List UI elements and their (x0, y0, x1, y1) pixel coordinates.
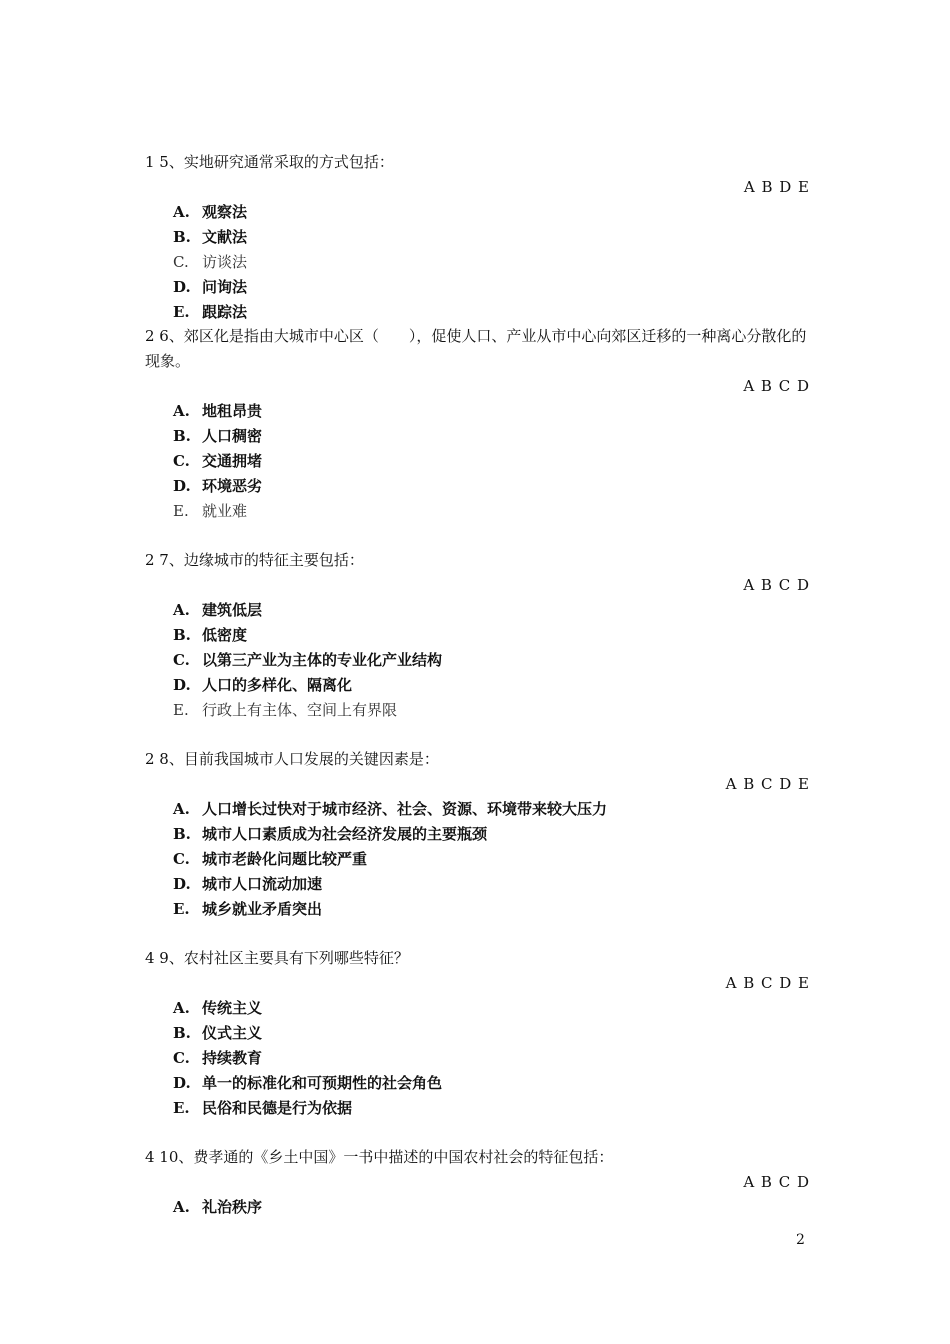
answer-key: A B D E (743, 178, 810, 196)
question-10 (145, 1145, 810, 1220)
option-letter: C. (173, 1049, 190, 1067)
option-text: 环境恶劣 (202, 477, 263, 495)
option-text: 人口稠密 (202, 427, 263, 445)
question-text: 1 5、实地研究通常采取的方式包括： (145, 153, 394, 171)
option-letter: B. (173, 228, 191, 246)
option-e (145, 1096, 810, 1121)
question-9 (145, 946, 810, 1121)
option-text: 城乡就业矛盾突出 (202, 900, 323, 918)
option-e (145, 698, 810, 723)
option-c (145, 847, 810, 872)
option-e (145, 897, 810, 922)
option-letter: C. (173, 850, 190, 868)
option-letter: E. (173, 1099, 190, 1117)
option-text: 单一的标准化和可预期性的社会角色 (202, 1074, 443, 1092)
option-b (145, 424, 810, 449)
option-letter: E. (173, 900, 190, 918)
option-letter: A. (173, 999, 190, 1017)
option-text: 人口的多样化、隔离化 (202, 676, 353, 694)
option-text: 行政上有主体、空间上有界限 (202, 701, 398, 719)
option-letter: C. (173, 452, 190, 470)
option-text: 礼治秩序 (202, 1198, 263, 1216)
option-text: 观察法 (202, 203, 248, 221)
option-text: 传统主义 (202, 999, 263, 1017)
option-text: 问询法 (202, 278, 248, 296)
option-text: 城市人口流动加速 (202, 875, 323, 893)
question-7 (145, 548, 810, 723)
question-text: 4 9、农村社区主要具有下列哪些特征？ (145, 949, 409, 967)
question-text: 4 10、费孝通的《乡土中国》一书中描述的中国农村社会的特征包括： (145, 1148, 614, 1166)
option-text: 访谈法 (202, 253, 248, 271)
option-letter: B. (173, 427, 191, 445)
option-letter: D. (173, 278, 191, 296)
answer-key: A B C D (743, 576, 810, 594)
option-e (145, 300, 810, 325)
option-text: 文献法 (202, 228, 248, 246)
option-c (145, 449, 810, 474)
option-a (145, 996, 810, 1021)
option-text: 建筑低层 (202, 601, 263, 619)
option-letter: D. (173, 676, 191, 694)
answer-key: A B C D E (725, 974, 810, 992)
option-b (145, 1021, 810, 1046)
option-letter: B. (173, 825, 191, 843)
option-letter: E. (173, 701, 189, 719)
option-letter: E. (173, 303, 190, 321)
option-text: 民俗和民德是行为依据 (202, 1099, 353, 1117)
question-8 (145, 747, 810, 922)
page-number: 2 (796, 1232, 805, 1248)
option-d (145, 275, 810, 300)
option-letter: D. (173, 875, 191, 893)
option-c (145, 250, 810, 275)
option-a (145, 797, 810, 822)
question-text: 2 6、郊区化是指由大城市中心区（ ），促使人口、产业从市中心向郊区迁移的一种离心分散化的现象。 (145, 327, 807, 370)
option-letter: C. (173, 651, 190, 669)
option-letter: C. (173, 253, 189, 271)
answer-key: A B C D (743, 377, 810, 395)
option-letter: E. (173, 502, 189, 520)
option-text: 仪式主义 (202, 1024, 263, 1042)
option-c (145, 648, 810, 673)
option-c (145, 1046, 810, 1071)
option-letter: D. (173, 1074, 191, 1092)
option-text: 地租昂贵 (202, 402, 263, 420)
option-letter: D. (173, 477, 191, 495)
option-a (145, 598, 810, 623)
option-d (145, 872, 810, 897)
option-letter: A. (173, 1198, 190, 1216)
option-d (145, 673, 810, 698)
option-text: 就业难 (202, 502, 248, 520)
option-letter: A. (173, 402, 190, 420)
option-d (145, 474, 810, 499)
option-b (145, 822, 810, 847)
option-text: 以第三产业为主体的专业化产业结构 (202, 651, 443, 669)
option-text: 城市人口素质成为社会经济发展的主要瓶颈 (202, 825, 488, 843)
option-letter: A. (173, 203, 190, 221)
answer-key: A B C D (743, 1173, 810, 1191)
option-text: 交通拥堵 (202, 452, 263, 470)
option-b (145, 225, 810, 250)
option-text: 低密度 (202, 626, 248, 644)
option-a (145, 399, 810, 424)
question-text: 2 7、边缘城市的特征主要包括： (145, 551, 364, 569)
option-text: 城市老龄化问题比较严重 (202, 850, 368, 868)
option-letter: B. (173, 626, 191, 644)
option-d (145, 1071, 810, 1096)
question-text: 2 8、目前我国城市人口发展的关键因素是： (145, 750, 439, 768)
option-letter: A. (173, 601, 190, 619)
option-e (145, 499, 810, 524)
question-6 (145, 324, 810, 524)
option-a (145, 1195, 810, 1220)
option-text: 人口增长过快对于城市经济、社会、资源、环境带来较大压力 (202, 800, 608, 818)
option-text: 持续教育 (202, 1049, 263, 1067)
question-5 (145, 150, 810, 325)
option-b (145, 623, 810, 648)
option-letter: B. (173, 1024, 191, 1042)
answer-key: A B C D E (725, 775, 810, 793)
option-text: 跟踪法 (202, 303, 248, 321)
option-a (145, 200, 810, 225)
option-letter: A. (173, 800, 190, 818)
